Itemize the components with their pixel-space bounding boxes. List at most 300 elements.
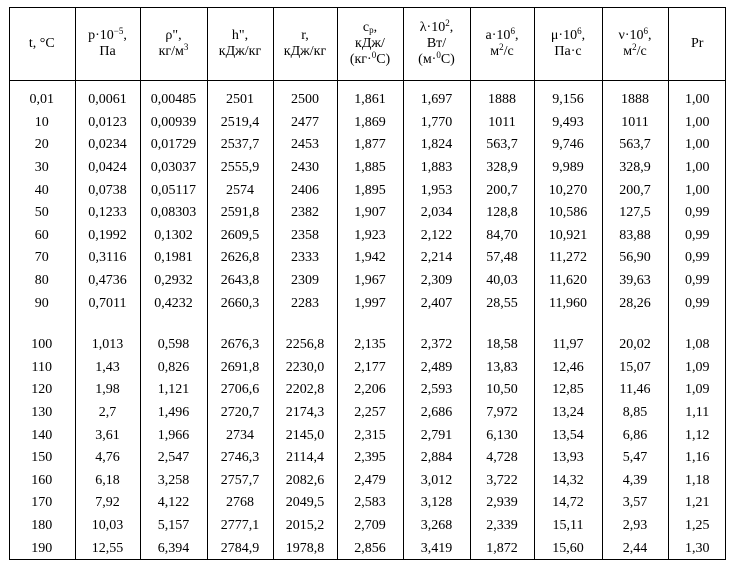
cell-rho: 0,826 <box>140 357 207 380</box>
cell-r: 2015,2 <box>273 515 337 538</box>
header-text: кДж/кг <box>283 43 327 59</box>
cell-cp: 1,923 <box>337 225 403 248</box>
cell-pr: 0,99 <box>668 292 726 315</box>
cell-r: 2049,5 <box>273 492 337 515</box>
table-row <box>9 470 726 493</box>
cell-cp: 1,861 <box>337 81 403 112</box>
cell-lambda: 3,012 <box>403 470 470 493</box>
cell-pr: 1,21 <box>668 492 726 515</box>
cell-pr: 1,16 <box>668 447 726 470</box>
cell-mu: 14,32 <box>534 470 602 493</box>
cell-mu: 15,11 <box>534 515 602 538</box>
cell-cp: 1,895 <box>337 179 403 202</box>
cell-t: 120 <box>31 382 53 398</box>
cell-rho: 0,598 <box>140 315 207 357</box>
header-text: (кг· <box>349 51 372 67</box>
cell-lambda: 2,489 <box>403 357 470 380</box>
cell-rho: 0,00939 <box>140 112 207 135</box>
cell-h: 2501 <box>207 81 273 112</box>
header-text-tail: C) <box>440 51 455 67</box>
cell-a: 7,972 <box>470 402 534 425</box>
cell-mu: 11,97 <box>534 315 602 357</box>
column-header-mu <box>534 7 602 81</box>
cell-r: 2406 <box>273 179 337 202</box>
cell-h: 2643,8 <box>207 270 273 293</box>
cell-nu: 83,88 <box>602 225 668 248</box>
cell-cp: 2,135 <box>337 315 403 357</box>
cell-t: 130 <box>31 405 53 421</box>
cell-mu: 13,24 <box>534 402 602 425</box>
header-superscript: −5 <box>113 25 124 36</box>
cell-r: 2114,4 <box>273 447 337 470</box>
cell-nu: 20,02 <box>602 315 668 357</box>
cell-rho: 4,122 <box>140 492 207 515</box>
header-text: Вт/ <box>426 35 447 51</box>
cell-t: 0,01 <box>29 92 54 108</box>
header-text-tail: /с <box>503 43 514 59</box>
cell-lambda: 1,883 <box>403 157 470 180</box>
cell-h: 2777,1 <box>207 515 273 538</box>
cell-p: 0,4736 <box>75 270 140 293</box>
cell-pr: 1,00 <box>668 112 726 135</box>
cell-a: 57,48 <box>470 247 534 270</box>
table-row <box>9 81 726 112</box>
header-superscript: 6 <box>643 25 648 36</box>
header-text: Па·с <box>554 43 582 59</box>
cell-r: 2309 <box>273 270 337 293</box>
header-superscript: 2 <box>632 41 637 52</box>
cell-p: 12,55 <box>75 537 140 560</box>
header-line <box>276 44 335 60</box>
cell-nu: 8,85 <box>602 402 668 425</box>
cell-t: 10 <box>34 114 49 130</box>
cell-cp: 1,885 <box>337 157 403 180</box>
cell-nu: 39,63 <box>602 270 668 293</box>
cell-lambda: 1,824 <box>403 134 470 157</box>
header-text-tail: /с <box>636 43 647 59</box>
header-text: a·10 <box>485 27 511 43</box>
cell-mu: 9,156 <box>534 81 602 112</box>
cell-h: 2734 <box>207 424 273 447</box>
cell-h: 2720,7 <box>207 402 273 425</box>
cell-nu: 28,26 <box>602 292 668 315</box>
header-text-tail: , <box>581 27 586 43</box>
cell-cp: 1,967 <box>337 270 403 293</box>
cell-mu: 14,72 <box>534 492 602 515</box>
cell-h: 2746,3 <box>207 447 273 470</box>
table-row <box>9 424 726 447</box>
cell-h: 2676,3 <box>207 315 273 357</box>
column-header-cp <box>337 7 403 81</box>
cell-lambda: 2,593 <box>403 379 470 402</box>
cell-cp: 2,315 <box>337 424 403 447</box>
cell-r: 2230,0 <box>273 357 337 380</box>
cell-cp: 2,709 <box>337 515 403 538</box>
cell-r: 2430 <box>273 157 337 180</box>
cell-cp: 1,869 <box>337 112 403 135</box>
cell-nu: 56,90 <box>602 247 668 270</box>
header-text: λ·10 <box>419 19 446 35</box>
cell-a: 40,03 <box>470 270 534 293</box>
cell-p: 0,3116 <box>75 247 140 270</box>
header-text-tail: , <box>373 19 378 35</box>
cell-p: 1,43 <box>75 357 140 380</box>
cell-nu: 328,9 <box>602 157 668 180</box>
header-line <box>671 36 725 52</box>
cell-p: 6,18 <box>75 470 140 493</box>
table-row <box>9 179 726 202</box>
header-line <box>340 20 401 36</box>
cell-nu: 1888 <box>602 81 668 112</box>
header-line <box>537 44 600 60</box>
cell-pr: 0,99 <box>668 247 726 270</box>
cell-p: 0,1233 <box>75 202 140 225</box>
cell-rho: 0,1302 <box>140 225 207 248</box>
cell-nu: 127,5 <box>602 202 668 225</box>
table-row <box>9 292 726 315</box>
cell-lambda: 2,372 <box>403 315 470 357</box>
column-header-rho <box>140 7 207 81</box>
table-row <box>9 134 726 157</box>
cell-t: 110 <box>31 359 52 375</box>
cell-rho: 0,03037 <box>140 157 207 180</box>
cell-r: 1978,8 <box>273 537 337 560</box>
cell-r: 2145,0 <box>273 424 337 447</box>
cell-cp: 2,177 <box>337 357 403 380</box>
cell-t: 70 <box>34 250 49 266</box>
cell-mu: 15,60 <box>534 537 602 560</box>
cell-cp: 2,257 <box>337 402 403 425</box>
cell-nu: 6,86 <box>602 424 668 447</box>
cell-nu: 563,7 <box>602 134 668 157</box>
header-text: (м· <box>418 51 437 67</box>
header-text: c <box>362 19 370 35</box>
cell-nu: 11,46 <box>602 379 668 402</box>
cell-a: 3,722 <box>470 470 534 493</box>
cell-h: 2784,9 <box>207 537 273 560</box>
cell-h: 2591,8 <box>207 202 273 225</box>
header-line <box>340 49 401 68</box>
cell-nu: 2,44 <box>602 537 668 560</box>
cell-r: 2174,3 <box>273 402 337 425</box>
header-line <box>340 36 401 52</box>
cell-mu: 9,746 <box>534 134 602 157</box>
cell-r: 2382 <box>273 202 337 225</box>
cell-mu: 11,620 <box>534 270 602 293</box>
cell-t: 20 <box>34 137 49 153</box>
cell-t: 40 <box>34 182 49 198</box>
cell-cp: 2,395 <box>337 447 403 470</box>
cell-mu: 11,272 <box>534 247 602 270</box>
header-superscript: 6 <box>577 25 582 36</box>
cell-lambda: 2,214 <box>403 247 470 270</box>
header-text-tail: , <box>514 27 519 43</box>
cell-pr: 1,09 <box>668 357 726 380</box>
cell-p: 2,7 <box>75 402 140 425</box>
header-line <box>406 49 468 68</box>
table-row <box>9 315 726 357</box>
cell-cp: 1,942 <box>337 247 403 270</box>
cell-p: 0,1992 <box>75 225 140 248</box>
header-text: кг/м <box>158 43 184 59</box>
cell-mu: 13,54 <box>534 424 602 447</box>
cell-lambda: 1,697 <box>403 81 470 112</box>
cell-p: 1,98 <box>75 379 140 402</box>
table-row <box>9 225 726 248</box>
header-superscript: 3 <box>183 41 189 52</box>
header-text: t, °C <box>28 35 55 51</box>
cell-pr: 1,30 <box>668 537 726 560</box>
table-body <box>9 81 726 560</box>
cell-t: 90 <box>34 295 49 311</box>
table-row <box>9 112 726 135</box>
header-line <box>537 25 600 44</box>
column-header-p <box>75 7 140 81</box>
cell-t: 190 <box>31 540 53 556</box>
cell-rho: 0,00485 <box>140 81 207 112</box>
cell-nu: 15,07 <box>602 357 668 380</box>
cell-p: 7,92 <box>75 492 140 515</box>
cell-a: 328,9 <box>470 157 534 180</box>
cell-mu: 10,270 <box>534 179 602 202</box>
cell-cp: 2,206 <box>337 379 403 402</box>
cell-p: 1,013 <box>75 315 140 357</box>
cell-h: 2626,8 <box>207 247 273 270</box>
header-line <box>78 44 138 60</box>
cell-p: 0,0738 <box>75 179 140 202</box>
cell-r: 2256,8 <box>273 315 337 357</box>
cell-t: 60 <box>34 227 49 243</box>
cell-r: 2358 <box>273 225 337 248</box>
cell-a: 84,70 <box>470 225 534 248</box>
header-text: μ·10 <box>550 27 578 43</box>
cell-a: 563,7 <box>470 134 534 157</box>
header-line <box>210 28 271 44</box>
cell-a: 4,728 <box>470 447 534 470</box>
header-text-tail: , <box>449 19 454 35</box>
header-text: Pr <box>691 35 704 51</box>
cell-pr: 1,08 <box>668 315 726 357</box>
cell-t: 170 <box>31 495 53 511</box>
cell-h: 2519,4 <box>207 112 273 135</box>
cell-h: 2768 <box>207 492 273 515</box>
header-superscript: 0 <box>371 49 377 60</box>
table-row <box>9 247 726 270</box>
cell-rho: 0,1981 <box>140 247 207 270</box>
cell-pr: 1,25 <box>668 515 726 538</box>
cell-t: 50 <box>34 205 49 221</box>
cell-a: 28,55 <box>470 292 534 315</box>
cell-a: 18,58 <box>470 315 534 357</box>
cell-rho: 2,547 <box>140 447 207 470</box>
cell-rho: 6,394 <box>140 537 207 560</box>
cell-rho: 0,08303 <box>140 202 207 225</box>
cell-pr: 0,99 <box>668 225 726 248</box>
cell-r: 2202,8 <box>273 379 337 402</box>
cell-a: 2,939 <box>470 492 534 515</box>
column-header-pr <box>668 7 726 81</box>
cell-p: 0,0061 <box>75 81 140 112</box>
column-header-lambda <box>403 7 470 81</box>
table-row <box>9 515 726 538</box>
cell-p: 0,0234 <box>75 134 140 157</box>
header-text-tail: , <box>123 27 127 43</box>
cell-pr: 1,00 <box>668 157 726 180</box>
table-row <box>9 537 726 560</box>
header-text: h", <box>231 27 249 43</box>
cell-h: 2691,8 <box>207 357 273 380</box>
header-subscript: p <box>369 24 374 35</box>
header-line <box>473 41 532 60</box>
cell-r: 2333 <box>273 247 337 270</box>
table-row <box>9 447 726 470</box>
cell-mu: 13,93 <box>534 447 602 470</box>
cell-mu: 10,921 <box>534 225 602 248</box>
cell-r: 2283 <box>273 292 337 315</box>
cell-a: 1888 <box>470 81 534 112</box>
cell-a: 10,50 <box>470 379 534 402</box>
header-line <box>276 28 335 44</box>
header-text: кДж/ <box>355 35 385 51</box>
column-header-nu <box>602 7 668 81</box>
cell-h: 2660,3 <box>207 292 273 315</box>
cell-mu: 10,586 <box>534 202 602 225</box>
cell-rho: 5,157 <box>140 515 207 538</box>
cell-rho: 1,966 <box>140 424 207 447</box>
cell-cp: 1,907 <box>337 202 403 225</box>
cell-lambda: 2,686 <box>403 402 470 425</box>
column-header-t <box>9 7 75 81</box>
header-text: p·10 <box>88 27 114 43</box>
column-header-r <box>273 7 337 81</box>
header-superscript: 2 <box>445 17 450 28</box>
cell-t: 140 <box>31 427 53 443</box>
cell-lambda: 2,309 <box>403 270 470 293</box>
column-header-h <box>207 7 273 81</box>
cell-pr: 0,99 <box>668 202 726 225</box>
column-header-a <box>470 7 534 81</box>
cell-lambda: 3,128 <box>403 492 470 515</box>
table-row <box>9 402 726 425</box>
cell-t: 80 <box>34 273 49 289</box>
cell-a: 1,872 <box>470 537 534 560</box>
header-text: ν·10 <box>618 27 644 43</box>
cell-rho: 1,121 <box>140 379 207 402</box>
header-line <box>406 17 468 36</box>
cell-p: 0,0123 <box>75 112 140 135</box>
cell-lambda: 2,791 <box>403 424 470 447</box>
header-text: ρ", <box>165 27 182 43</box>
cell-a: 2,339 <box>470 515 534 538</box>
cell-pr: 0,99 <box>668 270 726 293</box>
cell-t: 100 <box>31 337 53 353</box>
cell-lambda: 3,268 <box>403 515 470 538</box>
cell-cp: 2,856 <box>337 537 403 560</box>
cell-nu: 2,93 <box>602 515 668 538</box>
table-row <box>9 157 726 180</box>
cell-t: 160 <box>31 472 53 488</box>
cell-a: 128,8 <box>470 202 534 225</box>
cell-mu: 12,85 <box>534 379 602 402</box>
cell-lambda: 1,953 <box>403 179 470 202</box>
cell-p: 3,61 <box>75 424 140 447</box>
header-line <box>210 44 271 60</box>
cell-pr: 1,09 <box>668 379 726 402</box>
cell-cp: 1,877 <box>337 134 403 157</box>
header-text: кДж/кг <box>218 43 262 59</box>
cell-p: 10,03 <box>75 515 140 538</box>
cell-r: 2453 <box>273 134 337 157</box>
header-row <box>9 7 726 81</box>
header-superscript: 6 <box>510 25 515 36</box>
cell-h: 2706,6 <box>207 379 273 402</box>
cell-h: 2757,7 <box>207 470 273 493</box>
cell-t: 150 <box>31 450 53 466</box>
header-text: r, <box>301 27 309 43</box>
cell-nu: 3,57 <box>602 492 668 515</box>
cell-pr: 1,18 <box>668 470 726 493</box>
cell-pr: 1,00 <box>668 81 726 112</box>
cell-rho: 3,258 <box>140 470 207 493</box>
header-text: Па <box>99 43 116 59</box>
header-superscript: 2 <box>499 41 504 52</box>
cell-rho: 0,01729 <box>140 134 207 157</box>
cell-mu: 11,960 <box>534 292 602 315</box>
cell-h: 2555,9 <box>207 157 273 180</box>
cell-t: 30 <box>34 160 49 176</box>
cell-a: 1011 <box>470 112 534 135</box>
header-text: м <box>490 43 500 59</box>
cell-nu: 5,47 <box>602 447 668 470</box>
header-line <box>143 28 205 44</box>
cell-nu: 1011 <box>602 112 668 135</box>
cell-cp: 2,583 <box>337 492 403 515</box>
cell-pr: 1,12 <box>668 424 726 447</box>
cell-rho: 0,4232 <box>140 292 207 315</box>
cell-lambda: 2,407 <box>403 292 470 315</box>
cell-rho: 0,05117 <box>140 179 207 202</box>
cell-nu: 4,39 <box>602 470 668 493</box>
cell-lambda: 2,884 <box>403 447 470 470</box>
header-line <box>605 41 666 60</box>
cell-p: 0,0424 <box>75 157 140 180</box>
cell-h: 2537,7 <box>207 134 273 157</box>
saturated-steam-properties-table <box>9 7 726 560</box>
cell-rho: 0,2932 <box>140 270 207 293</box>
cell-mu: 12,46 <box>534 357 602 380</box>
cell-pr: 1,00 <box>668 179 726 202</box>
cell-cp: 2,479 <box>337 470 403 493</box>
cell-lambda: 2,034 <box>403 202 470 225</box>
cell-pr: 1,11 <box>668 402 726 425</box>
header-superscript: 0 <box>436 49 441 60</box>
cell-p: 4,76 <box>75 447 140 470</box>
header-text-tail: , <box>648 27 652 43</box>
header-line <box>11 36 73 52</box>
cell-mu: 9,493 <box>534 112 602 135</box>
cell-a: 6,130 <box>470 424 534 447</box>
cell-lambda: 2,122 <box>403 225 470 248</box>
cell-h: 2574 <box>207 179 273 202</box>
cell-r: 2500 <box>273 81 337 112</box>
table-row <box>9 270 726 293</box>
header-text-tail: C) <box>376 51 391 67</box>
cell-nu: 200,7 <box>602 179 668 202</box>
cell-rho: 1,496 <box>140 402 207 425</box>
table-row <box>9 202 726 225</box>
table-row <box>9 492 726 515</box>
cell-mu: 9,989 <box>534 157 602 180</box>
